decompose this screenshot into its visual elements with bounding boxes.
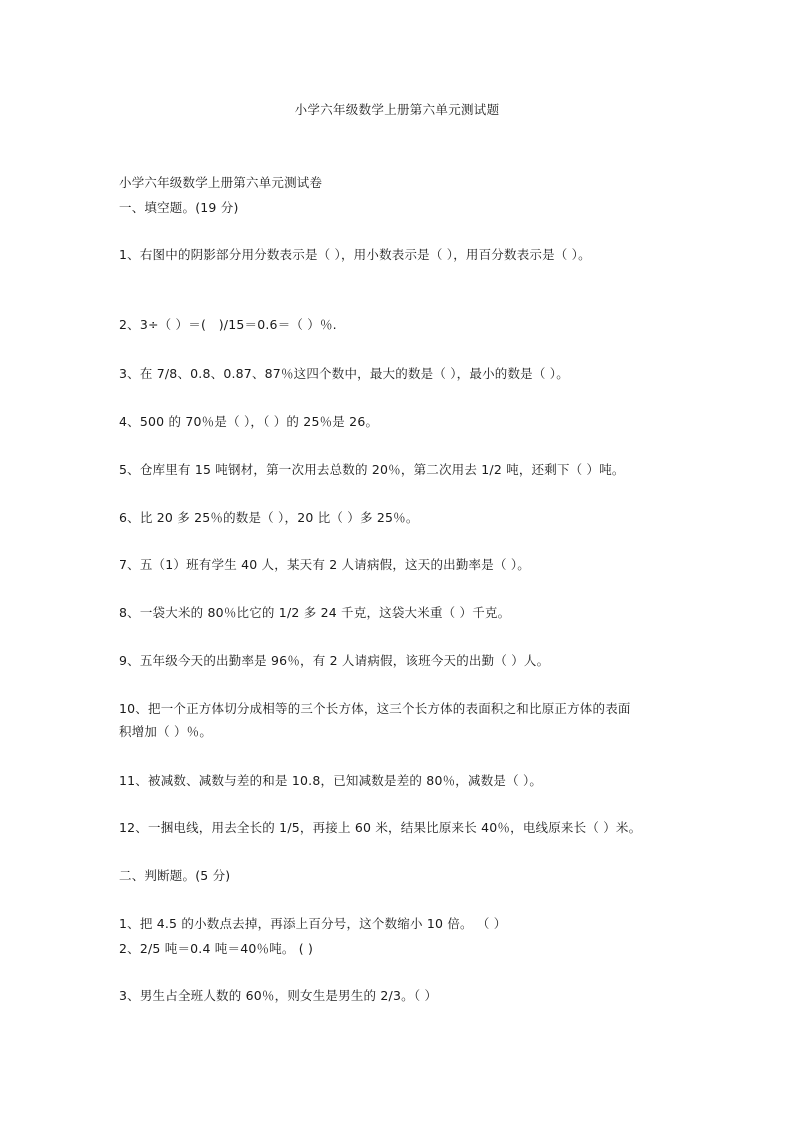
page-title: 小学六年级数学上册第六单元测试题 xyxy=(294,102,500,117)
question-item: 3、在 7/8、0.8、0.87、87％这四个数中，最大的数是（ ），最小的数是（ ）。 xyxy=(119,366,569,381)
question-item: 9、五年级今天的出勤率是 96％，有 2 人请病假，该班今天的出勤（ ）人。 xyxy=(119,653,550,668)
question-item: 4、500 的 70％是（ ），（ ）的 25％是 26。 xyxy=(119,414,379,429)
question-item: 5、仓库里有 15 吨钢材，第一次用去总数的 20％，第二次用去 1/2 吨，还剩下（ ）吨。 xyxy=(119,462,625,477)
question-item: 11、被减数、减数与差的和是 10.8，已知减数是差的 80％，减数是（ ）。 xyxy=(119,773,543,788)
subtitle: 小学六年级数学上册第六单元测试卷 xyxy=(119,175,323,190)
judgment-item: 3、男生占全班人数的 60％，则女生是男生的 2/3。（ ） xyxy=(119,988,438,1003)
section-heading-true-false: 二、判断题。(5 分) xyxy=(119,868,231,883)
question-item-continued: 积增加（ ）％。 xyxy=(119,724,213,739)
question-item: 8、一袋大米的 80％比它的 1/2 多 24 千克，这袋大米重（ ）千克。 xyxy=(119,605,511,620)
judgment-item: 1、把 4.5 的小数点去掉，再添上百分号，这个数缩小 10 倍。 （ ） xyxy=(119,916,507,931)
question-item: 7、五（1）班有学生 40 人，某天有 2 人请病假，这天的出勤率是（ ）。 xyxy=(119,557,530,572)
judgment-item: 2、2/5 吨＝0.4 吨＝40％吨。 ( ) xyxy=(119,941,314,956)
question-item: 2、3÷（ ）＝( )/15＝0.6＝（ ）％. xyxy=(119,317,337,332)
question-item: 1、右图中的阴影部分用分数表示是（ ），用小数表示是（ ），用百分数表示是（ ）。 xyxy=(119,247,591,262)
question-item: 10、把一个正方体切分成相等的三个长方体，这三个长方体的表面积之和比原正方体的表面 xyxy=(119,701,631,716)
question-item: 6、比 20 多 25％的数是（ ），20 比（ ）多 25％。 xyxy=(119,510,419,525)
question-item: 12、一捆电线，用去全长的 1/5，再接上 60 米，结果比原来长 40％，电线原来长（ ）米。 xyxy=(119,820,642,835)
section-heading-fill-in: 一、填空题。(19 分) xyxy=(119,200,239,215)
